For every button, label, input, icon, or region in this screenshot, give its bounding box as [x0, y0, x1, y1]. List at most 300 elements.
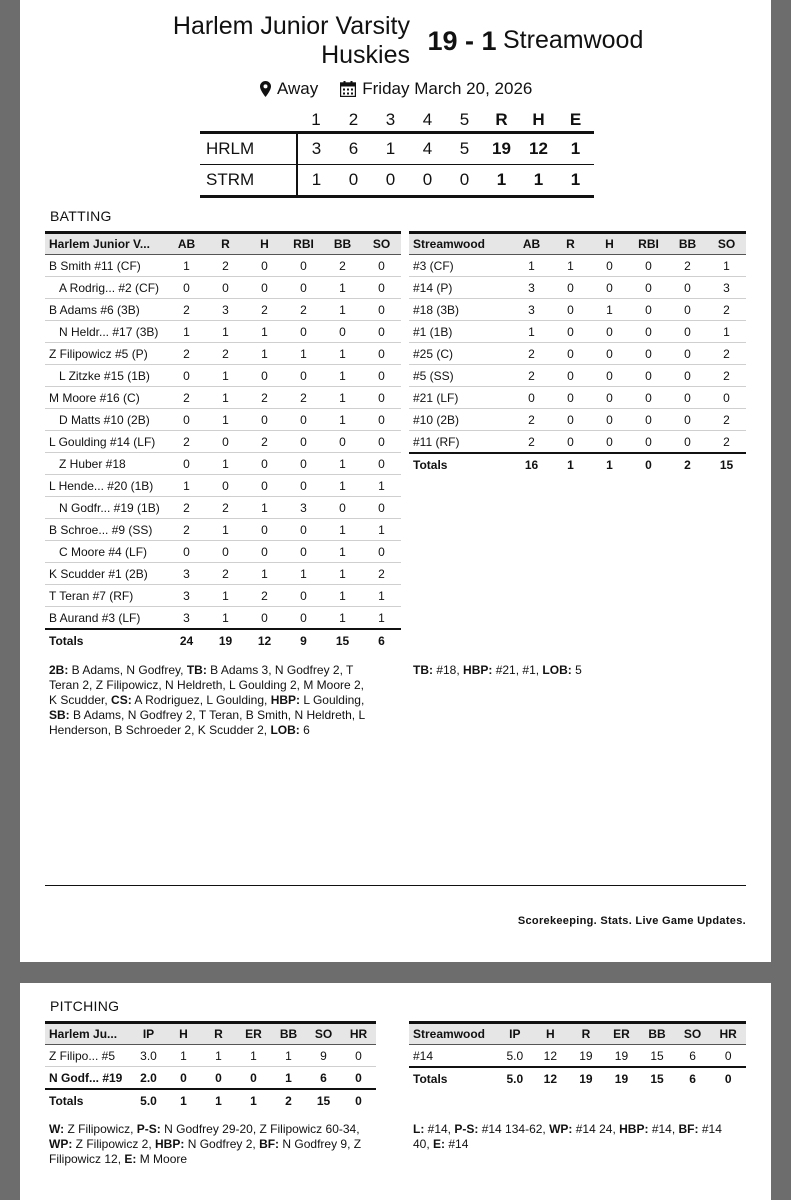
stat-cell: 1 [245, 321, 284, 343]
note-label: SB: [49, 708, 70, 722]
note-label: 2B: [49, 663, 69, 677]
stat-cell: 0 [206, 475, 245, 497]
note-text: 5 [571, 663, 582, 677]
totals-label: Totals [409, 453, 512, 475]
stat-cell: 0 [629, 387, 668, 409]
stat-column-header: BB [271, 1023, 306, 1045]
stat-cell: 2 [206, 255, 245, 277]
errors-total: 1 [557, 133, 594, 165]
note-text: #14 134-62, [478, 1122, 550, 1136]
stat-cell: 2 [167, 299, 206, 321]
stat-cell: 1 [167, 255, 206, 277]
stat-cell: 1 [201, 1045, 236, 1067]
inning-header: 1 [311, 109, 321, 129]
stat-cell: 1 [206, 519, 245, 541]
stat-cell: 1 [590, 299, 629, 321]
note-text: #14 24, [572, 1122, 620, 1136]
stat-column-header: R [551, 233, 590, 255]
batting-row [45, 453, 401, 475]
stat-cell: 0 [362, 255, 401, 277]
stat-column-header: HR [341, 1023, 376, 1045]
batting-notes-home [49, 663, 369, 738]
stat-cell: 2 [206, 497, 245, 519]
batting-row [45, 431, 401, 453]
inning-score: 0 [409, 165, 446, 197]
stat-cell: 3 [167, 563, 206, 585]
hits-total: 1 [520, 165, 557, 197]
totals-cell: 1 [201, 1089, 236, 1111]
stat-cell: 0 [362, 277, 401, 299]
stat-cell: 0 [362, 453, 401, 475]
stat-column-header: ER [604, 1023, 640, 1045]
player-name: #3 (CF) [409, 255, 512, 277]
stat-cell: 1 [323, 563, 362, 585]
note-label: HBP: [155, 1137, 185, 1151]
stat-cell: 0 [245, 541, 284, 563]
batting-row [45, 409, 401, 431]
away-team-name: Streamwood [503, 26, 644, 54]
stat-cell: 0 [284, 409, 323, 431]
stat-cell: 0 [284, 431, 323, 453]
stat-cell: 0 [166, 1067, 201, 1090]
stat-cell: 2 [167, 497, 206, 519]
stat-cell: 1 [323, 343, 362, 365]
player-name: #18 (3B) [409, 299, 512, 321]
stat-cell: 12 [533, 1045, 569, 1068]
note-label: E: [433, 1137, 446, 1151]
stat-cell: 0 [551, 277, 590, 299]
stat-cell: 0 [362, 431, 401, 453]
pitching-row [45, 1045, 376, 1067]
stat-cell: 0 [629, 321, 668, 343]
inning-score: 0 [335, 165, 372, 197]
stat-column-header: IP [131, 1023, 166, 1045]
linescore-corner [200, 108, 297, 133]
stat-cell: 1 [206, 365, 245, 387]
stat-cell: 2 [284, 299, 323, 321]
stat-cell: 0 [341, 1067, 376, 1090]
stat-cell: 0 [668, 299, 707, 321]
stat-cell: 2 [323, 255, 362, 277]
inning-score: 0 [372, 165, 409, 197]
stat-column-header: R [206, 233, 245, 255]
player-name: N Heldr... #17 (3B) [45, 321, 167, 343]
stat-cell: 2 [245, 387, 284, 409]
player-name: #1 (1B) [409, 321, 512, 343]
stat-cell: 0 [323, 497, 362, 519]
inning-score: 4 [409, 133, 446, 165]
stat-cell: 0 [629, 277, 668, 299]
inning-score: 1 [297, 165, 335, 197]
stat-cell: 1 [271, 1045, 306, 1067]
linescore-team: HRLM [200, 133, 297, 165]
stat-column-header: R [568, 1023, 604, 1045]
totals-cell: 2 [271, 1089, 306, 1111]
note-text: Z Filipowicz, [64, 1122, 137, 1136]
player-name: D Matts #10 (2B) [45, 409, 167, 431]
stat-cell: 2 [245, 431, 284, 453]
pitching-section-title: PITCHING [50, 998, 120, 1014]
stat-column-header: BB [639, 1023, 675, 1045]
stat-cell: 1 [362, 607, 401, 630]
linescore-row-away [200, 165, 594, 197]
stat-cell: 0 [362, 409, 401, 431]
stat-cell: 0 [707, 387, 746, 409]
pitching-table-away [409, 1021, 746, 1089]
pitching-table-home [45, 1021, 376, 1111]
stat-cell: 2.0 [131, 1067, 166, 1090]
totals-cell: 24 [167, 629, 206, 651]
stat-cell: 1 [245, 563, 284, 585]
stat-cell: 2 [167, 519, 206, 541]
stat-cell: 0 [551, 431, 590, 454]
note-text: B Adams, N Godfrey, [68, 663, 187, 677]
stat-cell: 0 [551, 387, 590, 409]
note-label: BF: [678, 1122, 699, 1136]
stat-cell: 3 [512, 277, 551, 299]
stat-cell: 19 [568, 1045, 604, 1068]
batting-row [45, 607, 401, 630]
player-name: C Moore #4 (LF) [45, 541, 167, 563]
inning-score: 6 [335, 133, 372, 165]
pitching-row [409, 1045, 746, 1068]
stat-cell: 1 [707, 321, 746, 343]
inning-score: 5 [446, 133, 483, 165]
stat-cell: 0 [362, 343, 401, 365]
note-text: B Adams 3, N Godfrey 2, T Teran 2, Z Filipowicz, N Heldreth, L Goulding 2, M Moore 2, K Scudder, [49, 663, 365, 707]
stat-cell: 1 [323, 365, 362, 387]
batting-header-row [45, 233, 401, 255]
stat-cell: 6 [306, 1067, 341, 1090]
stat-cell: 0 [284, 321, 323, 343]
player-name: #10 (2B) [409, 409, 512, 431]
stat-cell: 0 [206, 541, 245, 563]
stat-cell: 0 [551, 343, 590, 365]
stat-cell: 0 [668, 409, 707, 431]
totals-label: Totals [45, 629, 167, 651]
stat-column-header: BB [668, 233, 707, 255]
stat-cell: 0 [590, 255, 629, 277]
player-name: A Rodrig... #2 (CF) [45, 277, 167, 299]
note-label: HBP: [270, 693, 301, 707]
boxscore-page-pitching [20, 983, 771, 1200]
stat-cell: 0 [284, 277, 323, 299]
note-text: #14, [648, 1122, 679, 1136]
stat-column-header: R [201, 1023, 236, 1045]
stat-cell: 1 [166, 1045, 201, 1067]
stat-cell: 3 [167, 607, 206, 630]
stat-column-header: H [590, 233, 629, 255]
game-location: Away [277, 79, 319, 98]
totals-cell: 15 [306, 1089, 341, 1111]
batting-row [409, 431, 746, 454]
stat-cell: 1 [362, 475, 401, 497]
stat-column-header: AB [512, 233, 551, 255]
stat-column-header: SO [707, 233, 746, 255]
note-label: P-S: [454, 1122, 479, 1136]
player-name: T Teran #7 (RF) [45, 585, 167, 607]
player-name: N Godf... #19 [45, 1067, 131, 1090]
totals-row [409, 1067, 746, 1089]
stat-cell: 0 [284, 585, 323, 607]
map-pin-icon [260, 81, 271, 97]
stat-cell: 1 [245, 497, 284, 519]
stat-cell: 3.0 [131, 1045, 166, 1067]
stat-cell: 0 [551, 321, 590, 343]
stat-cell: 2 [245, 585, 284, 607]
pitching-row [45, 1067, 376, 1090]
stat-cell: 1 [167, 321, 206, 343]
batting-section-title: BATTING [50, 208, 112, 224]
stat-cell: 1 [512, 321, 551, 343]
linescore-table [200, 108, 594, 198]
stat-cell: 0 [590, 431, 629, 454]
hits-header: H [532, 109, 545, 129]
totals-label: Totals [409, 1067, 497, 1089]
batting-row [45, 387, 401, 409]
note-label: W: [49, 1122, 65, 1136]
stat-cell: 1 [551, 255, 590, 277]
stat-cell: 0 [284, 475, 323, 497]
stat-cell: 1 [323, 607, 362, 630]
stat-cell: 1 [323, 277, 362, 299]
stat-column-header: IP [497, 1023, 533, 1045]
stat-cell: 0 [236, 1067, 271, 1090]
stat-cell: 2 [284, 387, 323, 409]
stat-cell: 0 [362, 365, 401, 387]
player-name: B Schroe... #9 (SS) [45, 519, 167, 541]
stat-cell: 0 [629, 255, 668, 277]
stat-cell: 0 [245, 255, 284, 277]
player-name: #14 (P) [409, 277, 512, 299]
inning-score: 1 [372, 133, 409, 165]
totals-cell: 6 [362, 629, 401, 651]
player-name: B Smith #11 (CF) [45, 255, 167, 277]
note-text: #14, [424, 1122, 455, 1136]
stat-cell: 0 [551, 365, 590, 387]
stat-cell: 0 [341, 1045, 376, 1067]
batting-table-home [45, 231, 401, 651]
batting-row [45, 299, 401, 321]
stat-column-header: H [533, 1023, 569, 1045]
note-label: HBP: [619, 1122, 649, 1136]
totals-cell: 1 [236, 1089, 271, 1111]
stat-cell: 2 [707, 299, 746, 321]
totals-cell: 0 [341, 1089, 376, 1111]
stat-cell: 0 [284, 255, 323, 277]
stat-cell: 0 [201, 1067, 236, 1090]
batting-row [409, 343, 746, 365]
player-name: B Aurand #3 (LF) [45, 607, 167, 630]
player-name: Z Filipowicz #5 (P) [45, 343, 167, 365]
stat-cell: 1 [323, 453, 362, 475]
stat-cell: 0 [668, 343, 707, 365]
stat-cell: 1 [271, 1067, 306, 1090]
note-label: E: [124, 1152, 137, 1166]
stat-cell: 0 [167, 409, 206, 431]
inning-score: 0 [446, 165, 483, 197]
stat-cell: 0 [362, 497, 401, 519]
player-name: #21 (LF) [409, 387, 512, 409]
stat-cell: 1 [236, 1045, 271, 1067]
totals-cell: 2 [668, 453, 707, 475]
note-text: L Goulding, [300, 693, 365, 707]
stat-cell: 3 [167, 585, 206, 607]
batting-row [45, 255, 401, 277]
stat-cell: 2 [167, 387, 206, 409]
stat-column-header: BB [323, 233, 362, 255]
totals-cell: 6 [675, 1067, 711, 1089]
batting-row [45, 585, 401, 607]
stat-cell: 1 [167, 475, 206, 497]
stat-cell: 2 [707, 431, 746, 454]
team-column-header: Harlem Junior V... [45, 233, 167, 255]
stat-cell: 0 [362, 387, 401, 409]
totals-cell: 1 [551, 453, 590, 475]
stat-cell: 19 [604, 1045, 640, 1068]
batting-row [409, 299, 746, 321]
stat-cell: 0 [284, 453, 323, 475]
stat-cell: 1 [206, 387, 245, 409]
stat-column-header: SO [362, 233, 401, 255]
totals-cell: 19 [206, 629, 245, 651]
stat-column-header: HR [710, 1023, 746, 1045]
totals-cell: 9 [284, 629, 323, 651]
note-label: TB: [413, 663, 433, 677]
stat-cell: 2 [245, 299, 284, 321]
footer-tagline: Scorekeeping. Stats. Live Game Updates. [517, 915, 746, 927]
errors-total: 1 [557, 165, 594, 197]
note-text: 6 [299, 723, 310, 737]
batting-row [45, 365, 401, 387]
inning-score: 3 [297, 133, 335, 165]
stat-cell: 5.0 [497, 1045, 533, 1068]
totals-cell: 16 [512, 453, 551, 475]
pitching-header-row [45, 1023, 376, 1045]
team-column-header: Streamwood [409, 1023, 497, 1045]
totals-cell: 12 [533, 1067, 569, 1089]
batting-row [409, 387, 746, 409]
stat-cell: 3 [512, 299, 551, 321]
stat-cell: 1 [362, 519, 401, 541]
stat-cell: 1 [323, 585, 362, 607]
stat-cell: 1 [512, 255, 551, 277]
batting-row [409, 365, 746, 387]
note-label: TB: [186, 663, 207, 677]
player-name: L Goulding #14 (LF) [45, 431, 167, 453]
totals-label: Totals [45, 1089, 131, 1111]
stat-cell: 1 [323, 299, 362, 321]
stat-cell: 0 [629, 409, 668, 431]
stat-cell: 0 [167, 453, 206, 475]
game-info [260, 79, 532, 99]
totals-cell: 12 [245, 629, 284, 651]
stat-cell: 1 [707, 255, 746, 277]
note-label: HBP: [463, 663, 493, 677]
stat-column-header: RBI [629, 233, 668, 255]
stat-cell: 0 [323, 431, 362, 453]
batting-row [45, 563, 401, 585]
stat-cell: 0 [245, 277, 284, 299]
player-name: #14 [409, 1045, 497, 1068]
note-text: #14 [445, 1137, 469, 1151]
stat-cell: 6 [675, 1045, 711, 1068]
stat-cell: 0 [590, 365, 629, 387]
note-text: N Godfrey 29-20, Z Filipowicz 60-34, [160, 1122, 360, 1136]
runs-total: 19 [483, 133, 520, 165]
note-text: #14 40, [413, 1122, 722, 1151]
batting-row [45, 475, 401, 497]
player-name: Z Filipo... #5 [45, 1045, 131, 1067]
note-text: #21, #1, [492, 663, 543, 677]
totals-row [45, 629, 401, 651]
note-text: A Rodriguez, L Goulding, [131, 693, 271, 707]
batting-row [45, 519, 401, 541]
totals-cell: 15 [707, 453, 746, 475]
hits-total: 12 [520, 133, 557, 165]
stat-cell: 0 [245, 453, 284, 475]
totals-cell: 1 [166, 1089, 201, 1111]
stat-column-header: AB [167, 233, 206, 255]
stat-cell: 2 [167, 431, 206, 453]
game-date: Friday March 20, 2026 [362, 79, 533, 98]
stat-cell: 1 [323, 519, 362, 541]
linescore-row-home [200, 133, 594, 165]
batting-row [45, 343, 401, 365]
stat-cell: 1 [323, 541, 362, 563]
stat-cell: 2 [512, 431, 551, 454]
note-text: Z Filipowicz 2, [72, 1137, 156, 1151]
stat-cell: 3 [284, 497, 323, 519]
stat-column-header: ER [236, 1023, 271, 1045]
stat-cell: 2 [707, 343, 746, 365]
stat-cell: 0 [206, 277, 245, 299]
calendar-icon [340, 81, 356, 97]
batting-row [409, 277, 746, 299]
stat-cell: 0 [668, 277, 707, 299]
stat-cell: 3 [707, 277, 746, 299]
stat-cell: 0 [590, 409, 629, 431]
stat-cell: 1 [284, 343, 323, 365]
stat-cell: 1 [206, 607, 245, 630]
stat-column-header: RBI [284, 233, 323, 255]
batting-row [45, 277, 401, 299]
pitching-header-row [409, 1023, 746, 1045]
player-name: L Hende... #20 (1B) [45, 475, 167, 497]
player-name: M Moore #16 (C) [45, 387, 167, 409]
note-text: M Moore [136, 1152, 188, 1166]
team-column-header: Streamwood [409, 233, 512, 255]
linescore-team: STRM [200, 165, 297, 197]
stat-cell: 0 [668, 321, 707, 343]
note-text: N Godfrey 2, [184, 1137, 260, 1151]
stat-cell: 0 [167, 541, 206, 563]
stat-cell: 1 [206, 321, 245, 343]
stat-cell: 0 [590, 321, 629, 343]
stat-cell: 0 [245, 607, 284, 630]
runs-header: R [495, 109, 508, 129]
stat-cell: 0 [245, 365, 284, 387]
batting-row [409, 255, 746, 277]
stat-cell: 2 [512, 409, 551, 431]
team-column-header: Harlem Ju... [45, 1023, 131, 1045]
player-name: B Adams #6 (3B) [45, 299, 167, 321]
totals-cell: 1 [590, 453, 629, 475]
batting-row [45, 541, 401, 563]
stat-cell: 0 [590, 343, 629, 365]
inning-header: 4 [422, 109, 433, 129]
stat-cell: 2 [512, 365, 551, 387]
